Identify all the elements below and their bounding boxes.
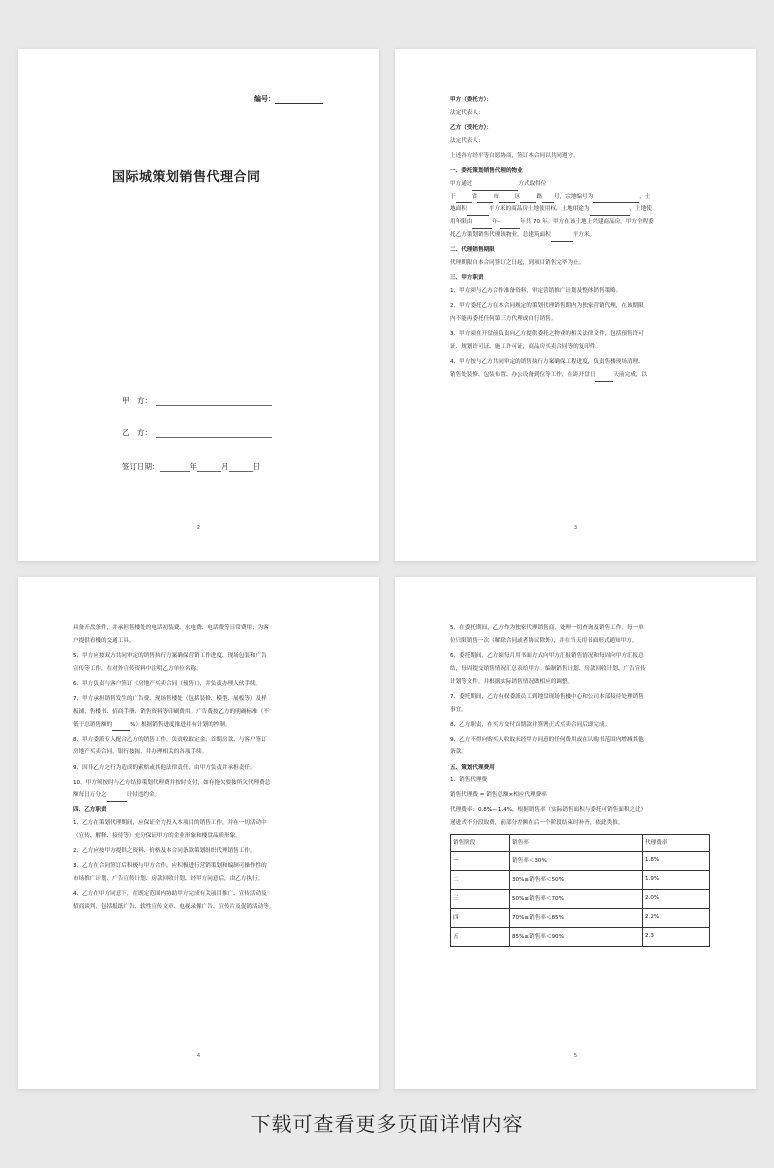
text: 平方米。 [572, 232, 596, 239]
s1-line-2 [450, 191, 710, 204]
day-blank [229, 463, 253, 472]
text: 托乙方策划销售代理该物业，总建筑面积 [450, 232, 551, 239]
party-a-heading: 甲方（委托方）： [450, 97, 492, 103]
text-line: 6、甲方负责与客户签订《房地产买卖合同（预售）》，并负责办理入伙手续。 [73, 680, 262, 687]
contract-title: 国际城策划销售代理合同 [112, 170, 261, 185]
table-cell: 30%≤销售率＜50% [510, 871, 643, 890]
text-line: 8、甲方委派专人配合乙方的销售工作，负责收取定金、首期房款、与客户签订 [73, 736, 267, 743]
text: 省 [471, 193, 478, 200]
table-header-cell: 代理费率 [643, 835, 710, 852]
table-cell: 85%≤销售率＜90% [510, 928, 643, 947]
text: 低于总销售额的 [73, 721, 113, 728]
page-number: 5 [573, 1053, 578, 1059]
blank [467, 209, 489, 216]
table-cell: 1.8% [643, 852, 710, 871]
clause: 3、甲方须在开盘前负责向乙方提供委托之物业的相关法律文件，包括预售许可 [450, 330, 644, 337]
section-4-title: 四、乙方职责 [73, 807, 107, 814]
table-row [451, 909, 710, 928]
blank [107, 795, 127, 802]
text: ，土 [639, 193, 651, 200]
commission-rate-table [450, 834, 710, 947]
blank [593, 196, 639, 203]
text-line: 条款。 [450, 749, 467, 756]
party-a-blank [156, 397, 272, 406]
table-row [451, 928, 710, 947]
blank [500, 222, 520, 229]
blank [477, 196, 493, 203]
month-blank [197, 463, 221, 472]
table-cell: 2.2% [643, 909, 710, 928]
text: 路 [536, 193, 543, 200]
text-line: 房地产买卖合同，银行按揭、并办理相关的各项手续。 [73, 749, 208, 756]
table-cell: 销售率＜30% [510, 852, 643, 871]
year-blank [160, 463, 190, 472]
page-5-body [450, 622, 710, 947]
table-cell: 五 [451, 928, 510, 947]
section-2-title: 二、代理销售期限 [450, 247, 495, 254]
text: 额每日万分之 [73, 792, 107, 799]
text: 方式取得位 [518, 180, 547, 187]
serial-label: 编号： [254, 95, 275, 103]
document-page-4 [18, 577, 379, 1089]
table-cell: 四 [451, 909, 510, 928]
text-line: 代理费率：0.8%—1.4%，根据销售率（实际销售面积与委托可销售面积之比） [450, 807, 647, 814]
section-5-title: 五、策划代理费用 [450, 764, 495, 771]
section-2-paragraph: 代理期限自本合同签订之日起，到项目销售完毕为止。 [450, 260, 585, 267]
text-line: 1、销售代理费 [450, 777, 488, 784]
text-line [73, 789, 333, 802]
text: 区 [514, 193, 521, 200]
date-label: 签订日期： [122, 462, 160, 471]
text-line: 5、甲方应按双方共同审定的销售执行方案确保营销工作进度，现场包装和广告 [73, 652, 267, 659]
party-b-blank [156, 429, 272, 438]
s1-line-4 [450, 216, 710, 229]
text-line: 宣传等工作，在对外宣传资料中注明乙方单位名称。 [73, 665, 202, 672]
page-number: 2 [196, 525, 201, 531]
sign-date-line [122, 461, 260, 472]
day-label: 日 [252, 462, 260, 471]
legal-rep-b: 法定代表人： [450, 137, 484, 144]
document-page-2 [18, 49, 379, 561]
legal-rep-a: 法定代表人： [450, 109, 484, 116]
table-cell: 三 [451, 890, 510, 909]
text-line: 招商谈判，包括报纸广告、软性宣传文章、电视录像广告、宣传片及促销活动等。 [73, 904, 275, 911]
clause-cont: 证、规划许可证、施工许可证，商品房买卖合同等的复印件。 [450, 343, 602, 350]
s1-line-1 [450, 178, 710, 191]
clause-cont: 内不能再委托任何第三方代理或自行销售。 [450, 315, 557, 322]
text: 用年限由 [450, 219, 473, 226]
table-cell: 50%≤销售率＜70% [510, 890, 643, 909]
text-line: 位只限销售一次（解除合同或者协议除外），并在当天用书面形式通知甲方。 [450, 637, 638, 644]
blank [472, 184, 518, 191]
text: 销售处装修、包装布置、办公设备到位等工作，在距开盘日 [450, 371, 596, 378]
text-line: 8、乙方职责，在买方交付首期款并签署正式买卖合同后即完成。 [450, 721, 611, 728]
clause: 2、甲方委托乙方在本合同规定的策划代理销售期内为独家营销代理，在该期限 [450, 303, 644, 310]
blank [499, 196, 515, 203]
table-row [451, 890, 710, 909]
text-line: 4、乙方在甲方同意下，在既定范围内协助甲方完成有关项目推广、宣传活动及 [73, 891, 267, 898]
page-number: 3 [573, 525, 578, 531]
text: 天前完成，以 [613, 371, 648, 378]
clause: 4、甲方按与乙方共同审定的销售执行方案确保工程进度，负责售楼现场清理、 [450, 358, 644, 365]
text: ，土地使 [629, 206, 652, 213]
text-line: 3、乙方在合同签订后积极与甲方合作，应积极进行营销策划和编制可操作性的 [73, 863, 267, 870]
serial-number-field [254, 94, 323, 104]
download-more-caption: 下载可查看更多页面详情内容 [250, 1112, 524, 1136]
table-header-cell: 销售率 [510, 835, 643, 852]
text-line: 9、乙方不得向购买人收取未经甲方同意的任何费用或在认购书范围内增减其他 [450, 736, 644, 743]
text: 于 [450, 193, 456, 200]
party-a-sign-line [122, 395, 272, 406]
blank [542, 196, 554, 203]
table-cell: 1.9% [643, 871, 710, 890]
text: 年- [492, 219, 501, 226]
blank [520, 196, 536, 203]
page-number: 4 [196, 1053, 201, 1059]
text-line: 销售代理费 = 销售总额×相应代理费率 [450, 792, 547, 799]
table-row [451, 852, 710, 871]
text: 年共 70 年。甲方在该土地上兴建商品房。甲方全程委 [520, 219, 654, 226]
text: 号，宗地编号为 [554, 193, 594, 200]
clause-cont [450, 369, 710, 382]
party-b-heading: 乙方（受托方）： [450, 124, 492, 131]
text-line: 2、乙方应按甲方提供之资料、价格及本合同条款策划组织代理销售工作。 [73, 848, 256, 855]
blank [595, 375, 613, 382]
table-header-cell: 销售阶段 [451, 835, 510, 852]
text-line: 5、在委托期间，乙方作为独家代理销售商，处理一切查询及销售工作，每一单 [450, 625, 644, 631]
party-b-sign-line [122, 427, 272, 438]
table-cell: 2.0% [643, 890, 710, 909]
blank [551, 235, 573, 242]
text: 计付违约金。 [126, 792, 161, 799]
blank [456, 196, 472, 203]
s1-line-3 [450, 203, 710, 216]
text-line: 板铺、售楼书、招商手册、销售资料等印刷费用。广告费按乙方的明确标准（不 [73, 708, 269, 715]
page-3-body [450, 94, 710, 382]
text-line: （宣传、解释、接待等）充分保证甲方的企业形象和楼盘品质形象。 [73, 833, 241, 840]
party-a-label: 甲 方： [122, 396, 152, 405]
text: 平方米的商品房土地使用权，土地用途为 [488, 206, 590, 213]
text-line: 6、委托期间，乙方须每月用书面方式向甲方汇报销售情况和每周向甲方汇报总 [450, 652, 644, 659]
text-line: 递进式不分段取费，前部分差额在后一个阶段结束时补齐，依此类推。 [450, 820, 624, 827]
serial-blank [275, 96, 323, 104]
document-page-3 [395, 49, 756, 561]
text-line: 7、甲方承担销售发生的广告费、现场售楼处（包括装修、模型、展板等）及样 [73, 695, 267, 702]
year-label: 年 [189, 462, 197, 471]
text-line: 计划等文件，并根据实际销售情况做相应的调整。 [450, 678, 574, 685]
intro-paragraph: 上述各方经平等自愿协商，签订本合同以共同遵守。 [450, 152, 579, 159]
month-label: 月 [221, 462, 229, 471]
table-cell: 70%≤销售率＜85% [510, 909, 643, 928]
text: 甲方通过 [450, 180, 473, 187]
table-cell: 2.3 [643, 928, 710, 947]
text-line: 具备开盘条件，并承担售楼处的电话初装费、水电费、电话费等日常费用；为客 [73, 625, 269, 631]
table-row [451, 871, 710, 890]
text-line: 结，每周提交销售情况汇总表给甲方。编制销售计划、房款回收计划、广告宣传 [450, 665, 646, 672]
s1-line-5 [450, 229, 710, 242]
clause: 1、甲方须与乙方合作准备资料，审定营销推广计划及整体销售策略。 [450, 287, 622, 294]
text-line: 户提供看楼的交通工具。 [73, 637, 135, 644]
section-3-title: 三、甲方职责 [450, 275, 484, 282]
text-line: 事宜。 [450, 706, 467, 713]
text: 地面积 [450, 206, 467, 213]
text-line: 1、乙方在策划代理期间，应保证全力投入本项目的销售工作，并在一切活动中 [73, 820, 267, 827]
text-line [73, 719, 333, 732]
text-line: 9、因非乙方之行为造成的索赔或其他法律责任，由甲方负责并承担责任。 [73, 764, 256, 771]
text-line: 市场推广计划、广告宣传计划、房款回收计划、经甲方同意后，由乙方执行。 [73, 876, 264, 883]
text: 市 [493, 193, 499, 200]
document-page-5 [395, 577, 756, 1089]
blank [472, 222, 492, 229]
text: %）根据销售进度推进并有计划的控制。 [130, 721, 231, 728]
blank [590, 209, 630, 216]
blank [112, 724, 130, 731]
party-b-label: 乙 方： [122, 428, 152, 437]
table-cell: 一 [451, 852, 510, 871]
table-cell: 二 [451, 871, 510, 890]
text-line: 10、甲方须按时与乙方结算策划代理费并按时支付，如有拖欠要按所欠代理费总 [73, 779, 271, 786]
text-line: 7、委托期间，乙方有权委派员工到地盘现场售楼中心和公司本部接待处理销售 [450, 693, 644, 700]
page-4-body [73, 622, 333, 914]
section-1-title: 一、委托策划销售代理的物业 [450, 167, 523, 174]
table-header-row [451, 835, 710, 852]
